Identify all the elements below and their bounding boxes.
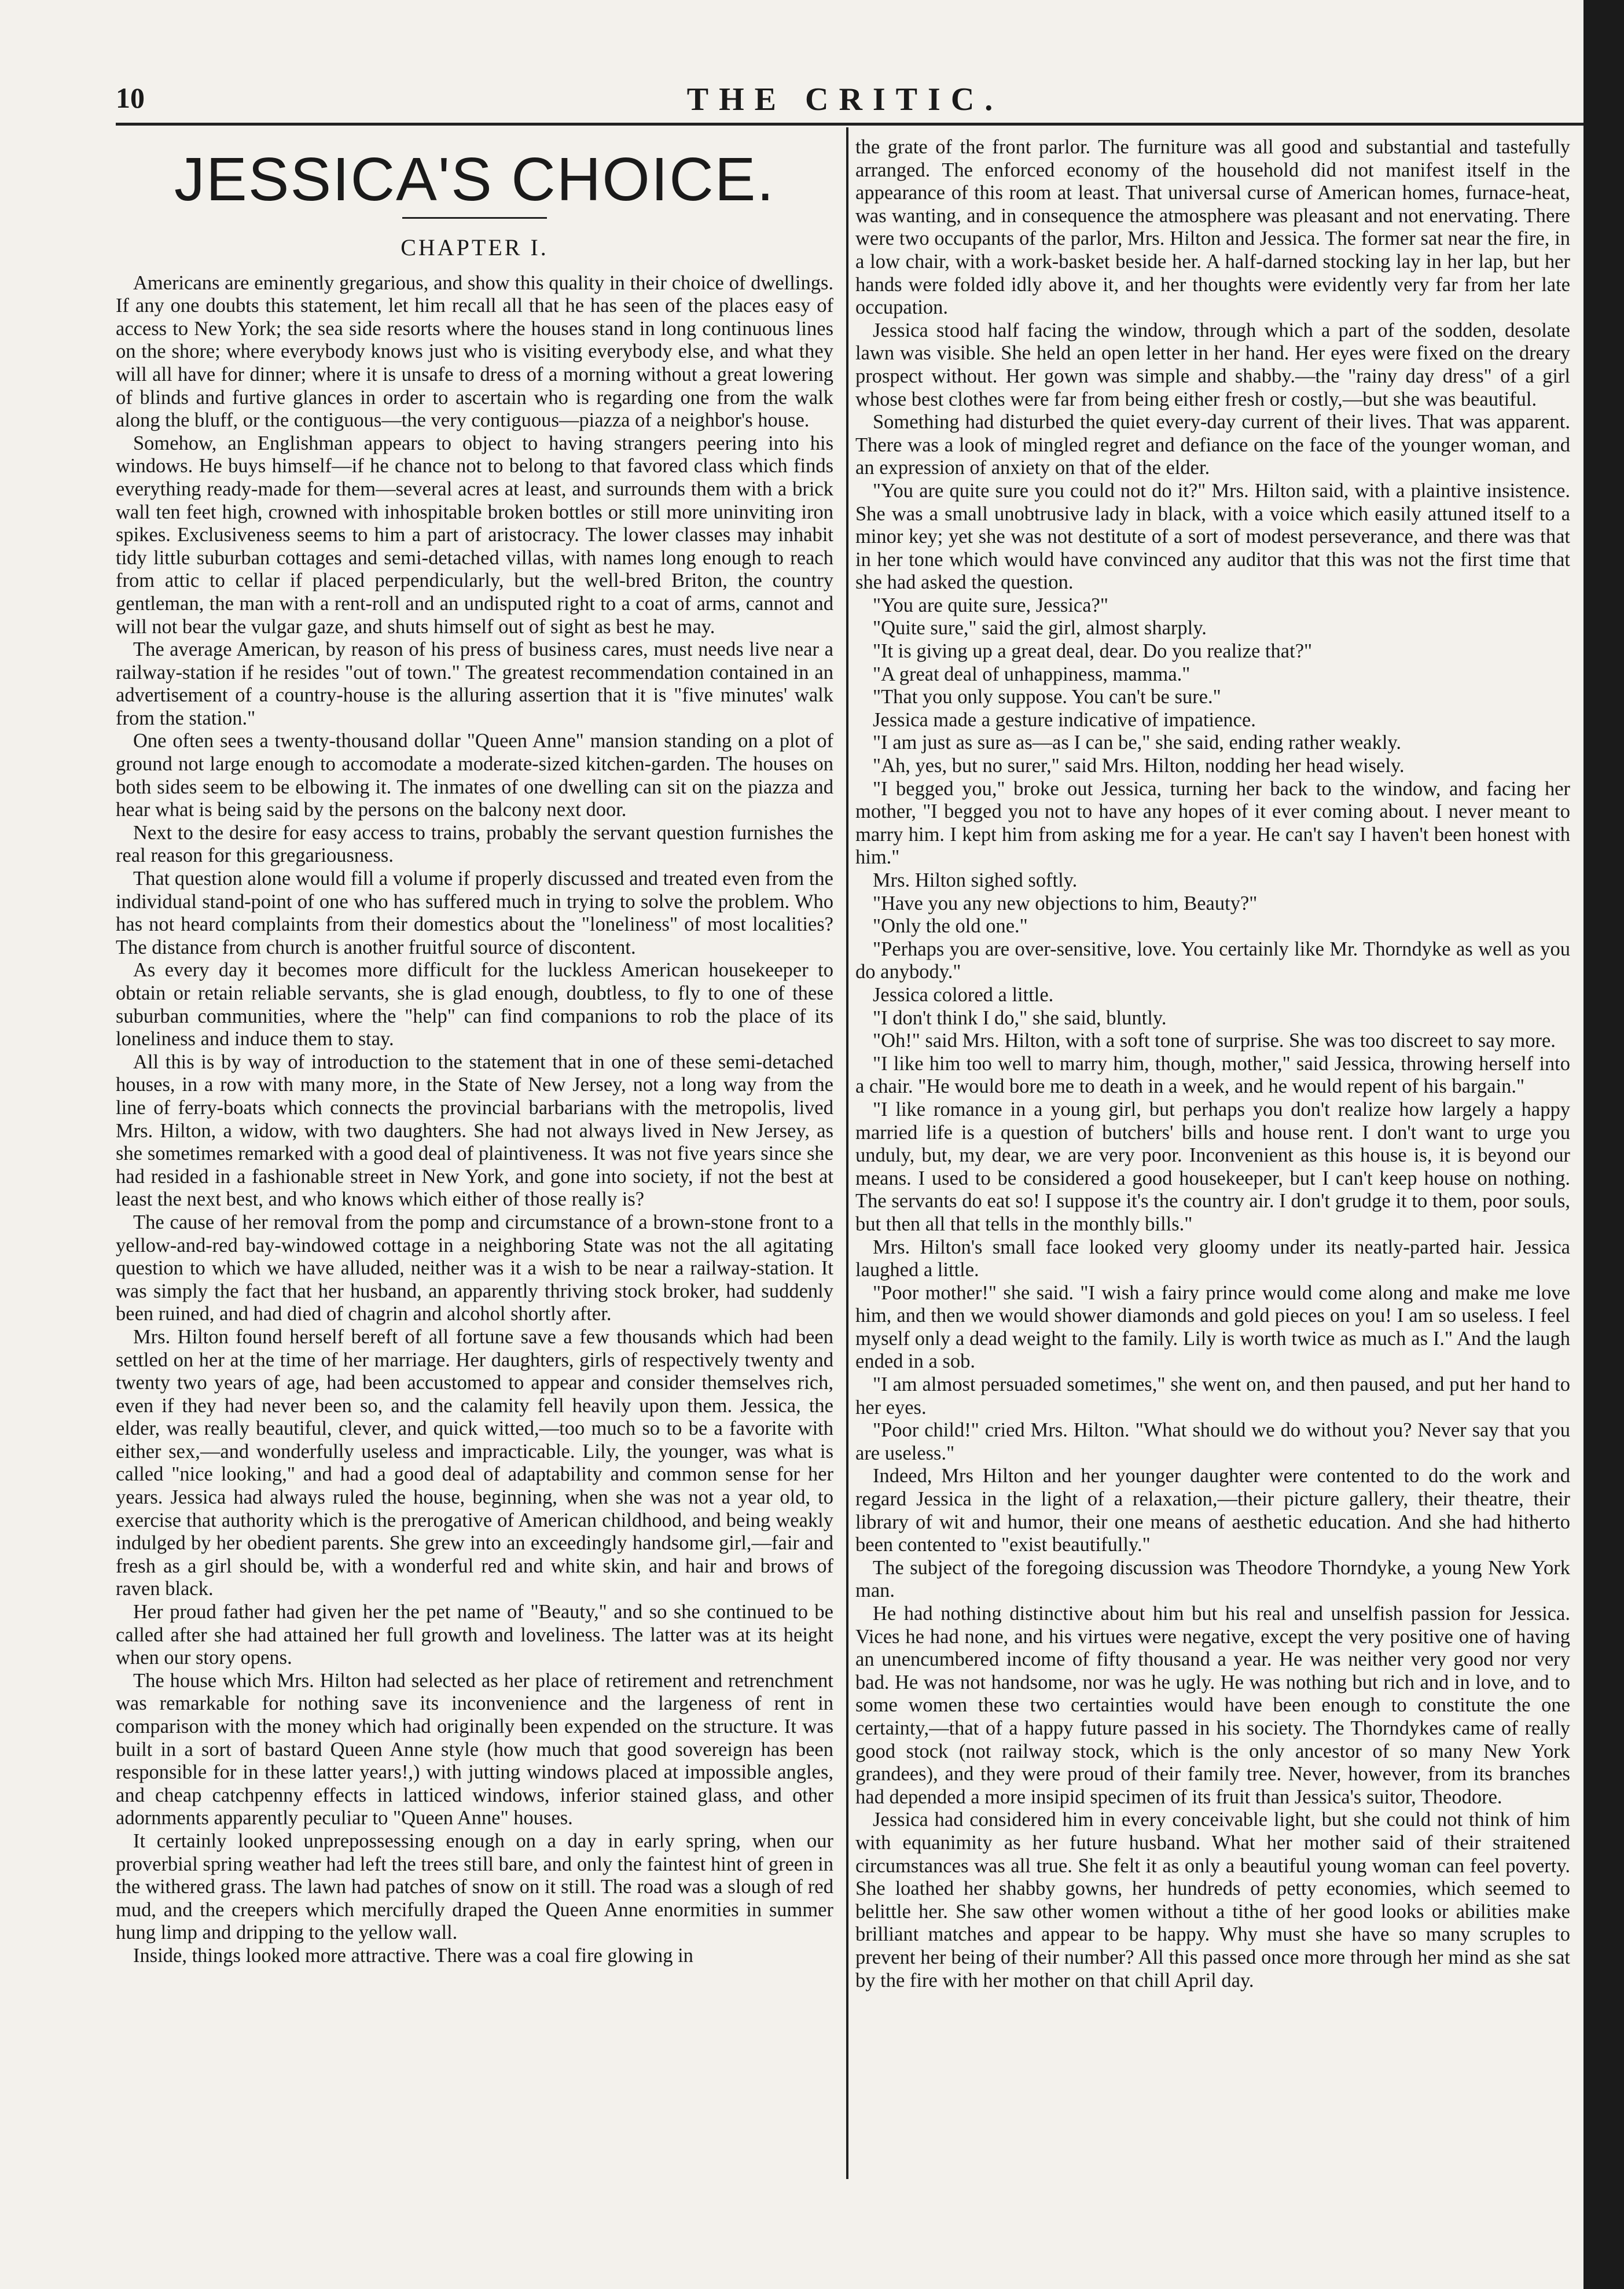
paragraph: Jessica colored a little. <box>873 983 1054 1006</box>
paragraph: "Ah, yes, but no surer," said Mrs. Hilton, nodding her head wisely. <box>873 755 1405 777</box>
header-rule <box>116 123 1609 126</box>
page-number: 10 <box>116 82 145 114</box>
paragraph: It certainly looked unprepossessing enough on a day in early spring, when our proverbial spring weather had left the trees still bare, and only the faintest hint of green in the withered grass. The lawn had patches of snow on it still. The road was a slough of red mud, and the creepers which mercifully draped the Queen Anne enormities in summer hung limp and dripping to the yellow wall. <box>116 1829 833 1944</box>
paragraph: That question alone would fill a volume if properly discussed and treated even from the individual stand-point of one who has suffered much in trying to solve the problem. Who has not heard complaints from their domestics about the "loneliness" of most localities? The distance from church is another fruitful source of discontent. <box>116 868 833 958</box>
paragraph: Her proud father had given her the pet name of "Beauty," and so she continued to be called after she had attained her full growth and loveliness. The latter was at its height when our story opens. <box>116 1601 833 1669</box>
paragraph: Mrs. Hilton sighed softly. <box>873 869 1078 891</box>
paragraph: "I begged you," broke out Jessica, turning her back to the window, and facing her mother, "I begged you not to have any hopes of it ever coming about. I never meant to marry him. I kept him from asking me for a year. He can't say I haven't been honest with him." <box>855 777 1570 869</box>
paragraph: "That you only suppose. You can't be sure." <box>873 686 1221 708</box>
paragraph: "Quite sure," said the girl, almost sharply. <box>873 617 1207 640</box>
paragraph: "You are quite sure you could not do it?" Mrs. Hilton said, with a plaintive insistence. She was a small unobtrusive lady in black, with a voice which easily attuned itself to a minor key; yet she was not destitute of a sort of modest perseverance, and there was that in her tone which would have convinced any auditor that this was not the first time that she had asked the question. <box>855 479 1570 594</box>
paragraph: Americans are eminently gregarious, and show this quality in their choice of dwellings. If any one doubts this statement, let him recall all that he has seen of the places easy of access to New York; the sea side resorts where the houses stand in long continuous lines on the shore; where everybody knows just who is visiting everybody else, and what they will all have for dinner; where it is unsafe to dress of a morning without a great lowering of blinds and furtive glances in order to ascertain who is regarding one from the walk along the bluff, or the contiguous—the very contiguous—piazza of a neighbor's house. <box>116 271 833 432</box>
paragraph: Jessica had considered him in every conceivable light, but she could not think of him with equanimity as her future husband. What her mother said of their straitened circumstances was all true. She felt it as only a beautiful young woman can feel poverty. She loathed her shabby gowns, her hundreds of petty economies, which seemed to belittle her. She saw other women without a tithe of her good looks or abilities make brilliant matches and appear to be happy. Why must she have so many scruples to prevent her being of their number? All this passed once more through her mind as she sat by the fire with her mother on that chill April day. <box>855 1809 1570 1992</box>
paragraph: Mrs. Hilton's small face looked very gloomy under its neatly-parted hair. Jessica laughed a little. <box>855 1236 1570 1281</box>
paragraph: As every day it becomes more difficult for the luckless American housekeeper to obtain or retain reliable servants, she is glad enough, doubtless, to fly to one of these suburban communities, where the "help" can find companions to rob the place of its loneliness and induce them to stay. <box>116 959 833 1050</box>
paragraph: Somehow, an Englishman appears to object to having strangers peering into his windows. He buys himself—if he chance not to belong to that favored class which finds everything ready-made for them—several acres at least, and surrounds them with a brick wall ten feet high, crowned with inhospitable broken bottles or still more uninviting iron spikes. Exclusiveness seems to him a part of aristocracy. The lower classes may inhabit tidy little suburban cottages and semi-detached villas, with names long enough to reach from attic to cellar if placed perpendicularly, but the well-bred Briton, the country gentleman, the man with a rent-roll and an undisputed right to a coat of arms, cannot and will not bear the vulgar gaze, and shuts himself out of sight as best he may. <box>116 432 833 638</box>
left-column-text <box>116 272 833 1968</box>
paragraph: Jessica stood half facing the window, through which a part of the sodden, desolate lawn was visible. She held an open letter in her hand. Her eyes were fixed on the dreary prospect without. Her gown was simple and shabby.—the "rainy day dress" of a girl whose best clothes were far from being either fresh or costly,—but she was beautiful. <box>855 319 1570 410</box>
paragraph: Jessica made a gesture indicative of impatience. <box>873 708 1256 731</box>
paragraph: Next to the desire for easy access to trains, probably the servant question furnishes the real reason for this gregariousness. <box>116 821 833 867</box>
journal-title: THE CRITIC. <box>686 82 1004 117</box>
paragraph: The average American, by reason of his press of business cares, must needs live near a railway-station if he resides "out of town." The greatest recommendation contained in an advertisement of a country-house is the alluring assertion that it is "five minutes' walk from the station." <box>116 638 833 729</box>
paragraph: "I am almost persuaded sometimes," she went on, and then paused, and put her hand to her eyes. <box>855 1373 1570 1419</box>
paragraph: One often sees a twenty-thousand dollar "Queen Anne" mansion standing on a plot of ground not large enough to accomodate a moderate-sized kitchen-garden. The houses on both sides seem to be elbowing it. The inmates of one dwelling can sit on the piazza and hear what is being said by the persons on the balcony next door. <box>116 730 833 821</box>
paragraph: The subject of the foregoing discussion was Theodore Thorndyke, a young New York man. <box>855 1556 1570 1602</box>
paragraph: "Poor child!" cried Mrs. Hilton. "What should we do without you? Never say that you are useless." <box>855 1419 1570 1464</box>
paragraph: "I like romance in a young girl, but perhaps you don't realize how largely a happy married life is a question of butchers' bills and house rent. I don't want to urge you unduly, but, my dear, we are very poor. Inconvenient as this house is, it is beyond our means. I used to be considered a good housekeeper, but I can't keep house on nothing. The servants do eat so! I suppose it's the country air. I don't grudge it to them, poor souls, but then all that tells in the monthly bills." <box>855 1098 1570 1235</box>
paragraph: Mrs. Hilton found herself bereft of all fortune save a few thousands which had been settled on her at the time of her marriage. Her daughters, girls of respectively twenty and twenty two years of age, had been accustomed to appear and consider themselves rich, even if they had never been so, and the calamity fell heavily upon them. Jessica, the elder, was really beautiful, clever, and quick witted,—too much so to be a favorite with either sex,—and wonderfully useless and impracticable. Lily, the younger, was what is called "nice looking," and had a good deal of adaptability and common sense for her years. Jessica had always ruled the house, beginning, when she was not a year old, to exercise that authority which is the prerogative of American childhood, and being weakly indulged by her obedient parents. She grew into an exceedingly handsome girl,—fair and fresh as a girl should be, with a wonderful red and white skin, and hair and brows of raven black. <box>116 1325 833 1600</box>
scan-edge-shadow <box>1583 0 1624 2289</box>
paragraph: "Poor mother!" she said. "I wish a fairy prince would come along and make me love him, and then we would shower diamonds and gold pieces on you! I am so useless. I feel myself only a dead weight to the family. Lily is worth twice as much as I." And the laugh ended in a sob. <box>855 1281 1570 1373</box>
paragraph: The house which Mrs. Hilton had selected as her place of retirement and retrenchment was remarkable for nothing save its inconvenience and the largeness of rent in comparison with the money which had originally been expended on the structure. It was built in a sort of bastard Queen Anne style (how much that good sovereign has been responsible for in these latter years!,) with jutting windows placed at impossible angles, and cheap catchpenny effects in latticed windows, inferior stained glass, and other adornments apparently peculiar to "Queen Anne" houses. <box>116 1669 833 1829</box>
paragraph: "Oh!" said Mrs. Hilton, with a soft tone of surprise. She was too discreet to say more. <box>873 1030 1556 1052</box>
paragraph: "I like him too well to marry him, though, mother," said Jessica, throwing herself into a chair. "He would bore me to death in a week, and he would repent of his bargain." <box>855 1052 1570 1098</box>
chapter-heading: CHAPTER I. <box>401 234 549 260</box>
paragraph: the grate of the front parlor. The furniture was all good and substantial and tastefully arranged. The enforced economy of the household did not manifest itself in the appearance of this room at least. That universal curse of American homes, furnace-heat, was wanting, and in consequence the atmosphere was pleasant and not enervating. There were two occupants of the parlor, Mrs. Hilton and Jessica. The former sat near the fire, in a low chair, with a work-basket beside her. A half-darned stocking lay in her lap, but her hands were folded idly above it, and her thoughts were evidently very far from her late occupation. <box>855 136 1570 319</box>
paragraph: "I don't think I do," she said, bluntly. <box>873 1006 1167 1029</box>
paragraph: "It is giving up a great deal, dear. Do you realize that?" <box>873 640 1313 663</box>
paragraph: "I am just as sure as—as I can be," she said, ending rather weakly. <box>873 732 1402 754</box>
paragraph: The cause of her removal from the pomp and circumstance of a brown-stone front to a yellow-and-red bay-windowed cottage in a neighboring State was not the all agitating question to which we have alluded, neither was it a wish to be near a railway-station. It was simply the fact that her husband, an apparently thriving stock broker, had suddenly been ruined, and had died of chagrin and alcohol shortly after. <box>116 1211 833 1325</box>
left-column <box>116 136 833 2185</box>
right-column-text <box>855 136 1570 1992</box>
story-title: JESSICA'S CHOICE. <box>174 145 775 214</box>
paragraph: "You are quite sure, Jessica?" <box>873 594 1108 616</box>
paragraph: "A great deal of unhappiness, mamma." <box>873 663 1191 685</box>
title-rule <box>402 217 547 219</box>
right-column <box>855 136 1570 2185</box>
paragraph: "Perhaps you are over-sensitive, love. You certainly like Mr. Thorndyke as well as you do anybody." <box>855 938 1570 983</box>
paragraph: All this is by way of introduction to the statement that in one of these semi-detached houses, in a row with many more, in the State of New Jersey, not a long way from the line of ferry-boats which connects the provincial barbarians with the metropolis, lived Mrs. Hilton, a widow, with two daughters. She had not always lived in New Jersey, as she sometimes remarked with a good deal of plaintiveness. It was not five years since she had resided in a fashionable street in New York, and gone into society, if not the best at least the next best, and who knows which either of those really is? <box>116 1050 833 1211</box>
column-divider <box>846 127 848 2179</box>
page-header <box>116 81 1574 122</box>
paragraph: He had nothing distinctive about him but his real and unselfish passion for Jessica. Vices he had none, and his virtues were negative, except the very positive one of having an unencumbered income of fifty thousand a year. He was neither very good nor very bad. He was not handsome, nor was he ugly. He was nothing but rich and in love, and to some women these two certainties would have been enough to constitute the one certainty,—that of a happy future passed in his society. The Thorndykes came of really good stock (not railway stock, which is the only ancestor of so many New York grandees), and they were proud of their family tree. Never, however, from its branches had depended a more insipid specimen of its fruit than Jessica's suitor, Theodore. <box>855 1603 1570 1808</box>
paragraph: Something had disturbed the quiet every-day current of their lives. That was apparent. There was a look of mingled regret and defiance on the face of the younger woman, and an expression of anxiety on that of the elder. <box>855 411 1570 479</box>
paragraph: "Only the old one." <box>873 915 1028 938</box>
paragraph: "Have you any new objections to him, Beauty?" <box>873 892 1258 914</box>
paragraph: Indeed, Mrs Hilton and her younger daughter were contented to do the work and regard Jessica in the light of a relaxation,—their picture gallery, their theatre, their library of wit and humor, their one means of aesthetic education. And she had hitherto been contented to "exist beautifully." <box>855 1465 1570 1556</box>
paragraph: Inside, things looked more attractive. There was a coal fire glowing in <box>133 1944 693 1967</box>
